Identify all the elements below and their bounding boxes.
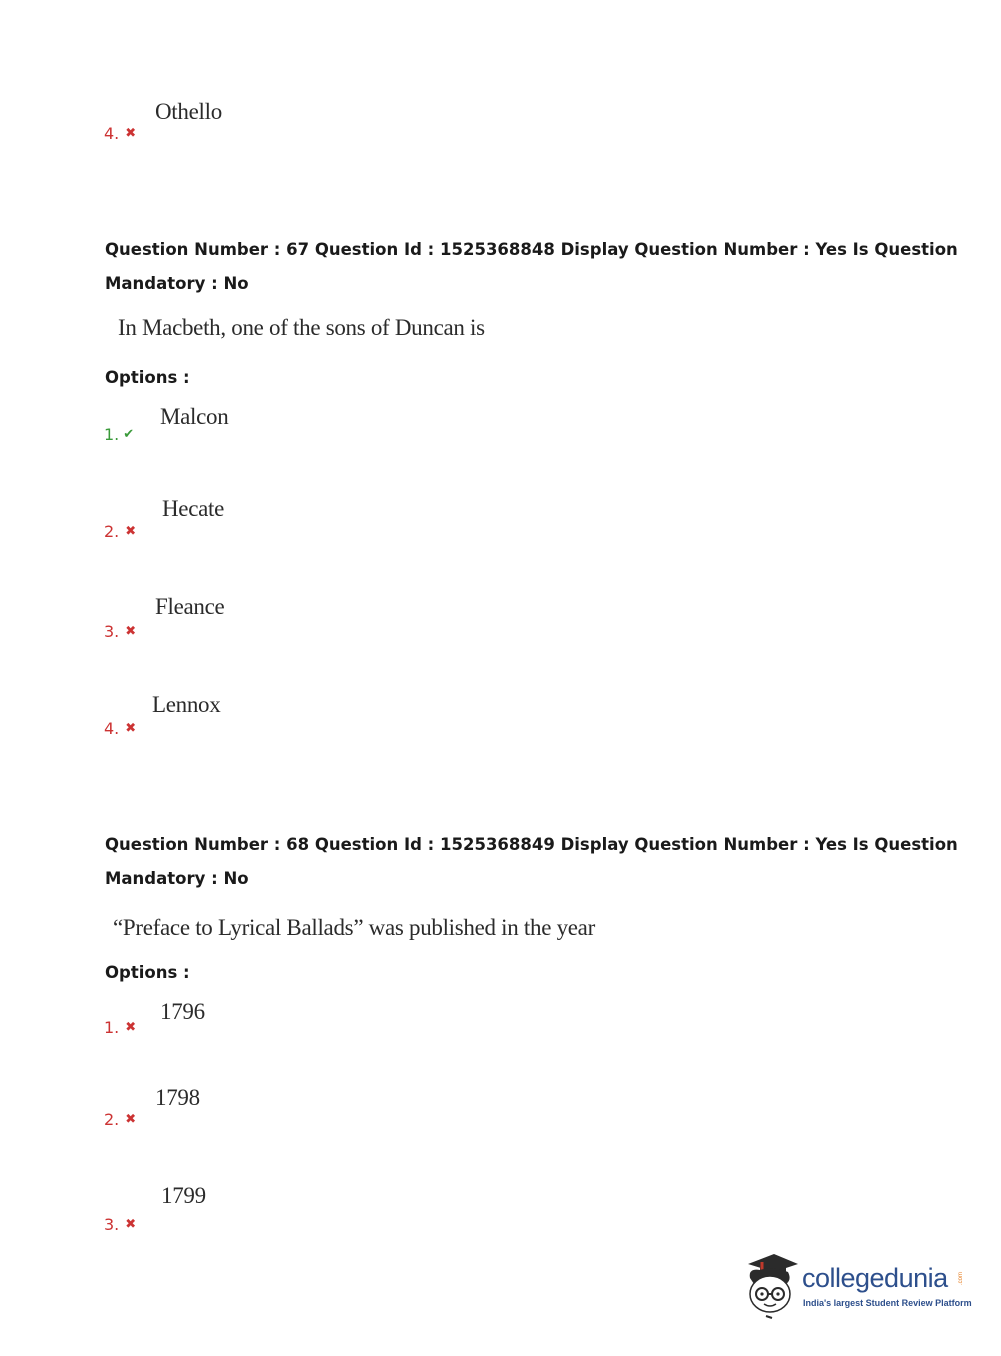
option-text: 1799 <box>161 1183 206 1208</box>
check-icon: ✔ <box>123 427 135 442</box>
logo-tagline: India's largest Student Review Platform <box>803 1298 972 1308</box>
option-number-label: 4. <box>104 719 120 738</box>
option-text: 1796 <box>160 999 205 1024</box>
option-number <box>104 124 136 143</box>
option-number <box>104 1018 136 1037</box>
option-text: Hecate <box>162 496 225 521</box>
option-text: Fleance <box>155 594 225 619</box>
question-meta: Question Number : 67 Question Id : 1525368848 Display Question Number : Yes Is Question <box>105 240 958 259</box>
option-text: Malcon <box>160 404 229 429</box>
options-label: Options : <box>105 368 190 387</box>
logo-domain-suffix: .com <box>958 1272 964 1286</box>
logo-wordmark: collegedunia <box>802 1263 948 1293</box>
option-number <box>104 1110 136 1129</box>
cross-icon: ✖ <box>125 524 137 539</box>
mascot-icon <box>740 1250 802 1320</box>
option-text: 1798 <box>155 1085 200 1110</box>
option-number-label: 4. <box>104 124 120 143</box>
question-mandatory: Mandatory : No <box>105 274 249 293</box>
option-number <box>104 622 136 641</box>
cross-icon: ✖ <box>125 126 137 141</box>
question-meta: Question Number : 68 Question Id : 1525368849 Display Question Number : Yes Is Question <box>105 835 958 854</box>
cross-icon: ✖ <box>125 1112 137 1127</box>
option-number <box>104 1215 136 1234</box>
option-text: Lennox <box>152 692 221 717</box>
option-number-label: 2. <box>104 1110 120 1129</box>
option-number-label: 2. <box>104 522 120 541</box>
option-number-label: 1. <box>104 1018 120 1037</box>
question-mandatory: Mandatory : No <box>105 869 249 888</box>
option-number-label: 1. <box>104 425 120 444</box>
option-number <box>104 522 136 541</box>
option-text: Othello <box>155 99 222 124</box>
cross-icon: ✖ <box>125 1020 137 1035</box>
cross-icon: ✖ <box>125 624 137 639</box>
option-number-label: 3. <box>104 1215 120 1234</box>
cross-icon: ✖ <box>125 1217 137 1232</box>
cross-icon: ✖ <box>125 721 137 736</box>
question-text: In Macbeth, one of the sons of Duncan is <box>118 315 485 340</box>
collegedunia-logo[interactable] <box>740 1250 975 1320</box>
option-number <box>104 719 136 738</box>
option-number-label: 3. <box>104 622 120 641</box>
question-text: “Preface to Lyrical Ballads” was published in the year <box>113 915 595 940</box>
option-number <box>104 425 134 444</box>
options-label: Options : <box>105 963 190 982</box>
